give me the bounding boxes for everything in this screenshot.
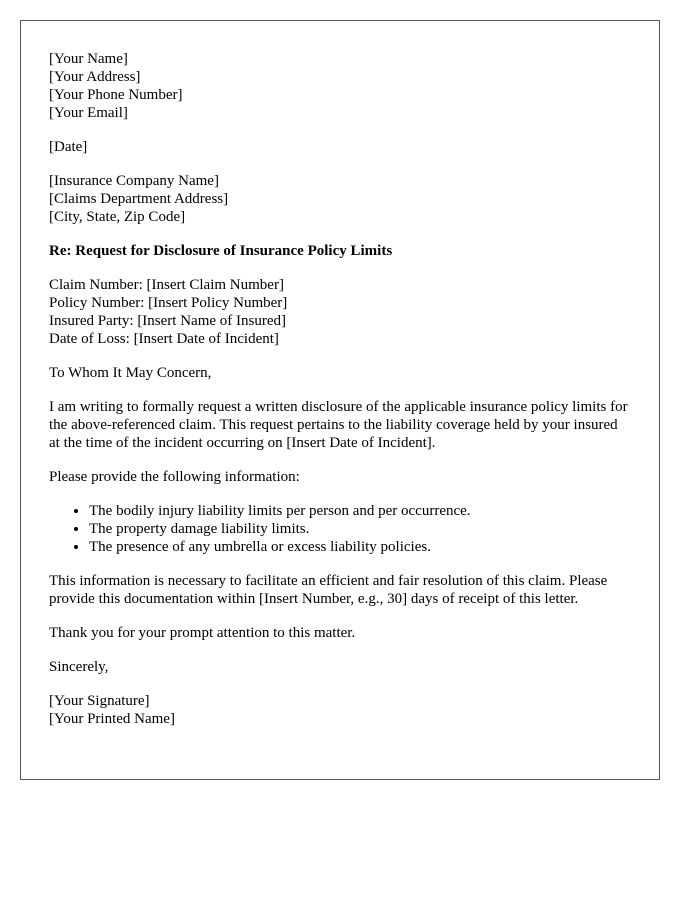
recipient-company: [Insurance Company Name] — [49, 173, 219, 189]
list-item: • The presence of any umbrella or excess liability policies. — [89, 538, 631, 556]
subject-line — [49, 242, 631, 260]
list-item: • The bodily injury liability limits per person and per occurrence. — [89, 502, 631, 520]
list-item: • The property damage liability limits. — [89, 520, 631, 538]
date-of-loss: Date of Loss: [Insert Date of Incident] — [49, 331, 279, 347]
date-block — [49, 138, 631, 156]
recipient-block — [49, 172, 631, 226]
subject-text: Re: Request for Disclosure of Insurance Policy Limits — [49, 243, 393, 259]
policy-number: Policy Number: [Insert Policy Number] — [49, 295, 288, 311]
info-list — [49, 502, 631, 556]
sender-email: [Your Email] — [49, 105, 128, 121]
sender-address: [Your Address] — [49, 69, 141, 85]
closing: Sincerely, — [49, 659, 109, 675]
claim-number: Claim Number: [Insert Claim Number] — [49, 277, 284, 293]
necessity-paragraph: This information is necessary to facilitate an efficient and fair resolution of this claim. Please provide this documentation within [Insert Number, e.g., 30] days of receipt of this letter. — [49, 573, 608, 607]
thanks-paragraph: Thank you for your prompt attention to this matter. — [49, 625, 356, 641]
intro-paragraph: I am writing to formally request a written disclosure of the applicable insurance policy limits for the above-referenced claim. This request pertains to the liability coverage held by your insured at the time of the incident occurring on [Insert Date of Incident]. — [49, 399, 628, 451]
letter-date: [Date] — [49, 139, 88, 155]
salutation: To Whom It May Concern, — [49, 365, 212, 381]
letter-page — [20, 20, 660, 780]
recipient-city: [City, State, Zip Code] — [49, 209, 186, 225]
sender-phone: [Your Phone Number] — [49, 87, 183, 103]
sender-block — [49, 50, 631, 122]
claim-details — [49, 276, 631, 348]
recipient-address: [Claims Department Address] — [49, 191, 229, 207]
sender-name: [Your Name] — [49, 51, 128, 67]
signature-line: [Your Signature] — [49, 693, 150, 709]
signature-block — [49, 692, 631, 728]
insured-party: Insured Party: [Insert Name of Insured] — [49, 313, 287, 329]
printed-name: [Your Printed Name] — [49, 711, 175, 727]
list-intro: Please provide the following information: — [49, 469, 300, 485]
